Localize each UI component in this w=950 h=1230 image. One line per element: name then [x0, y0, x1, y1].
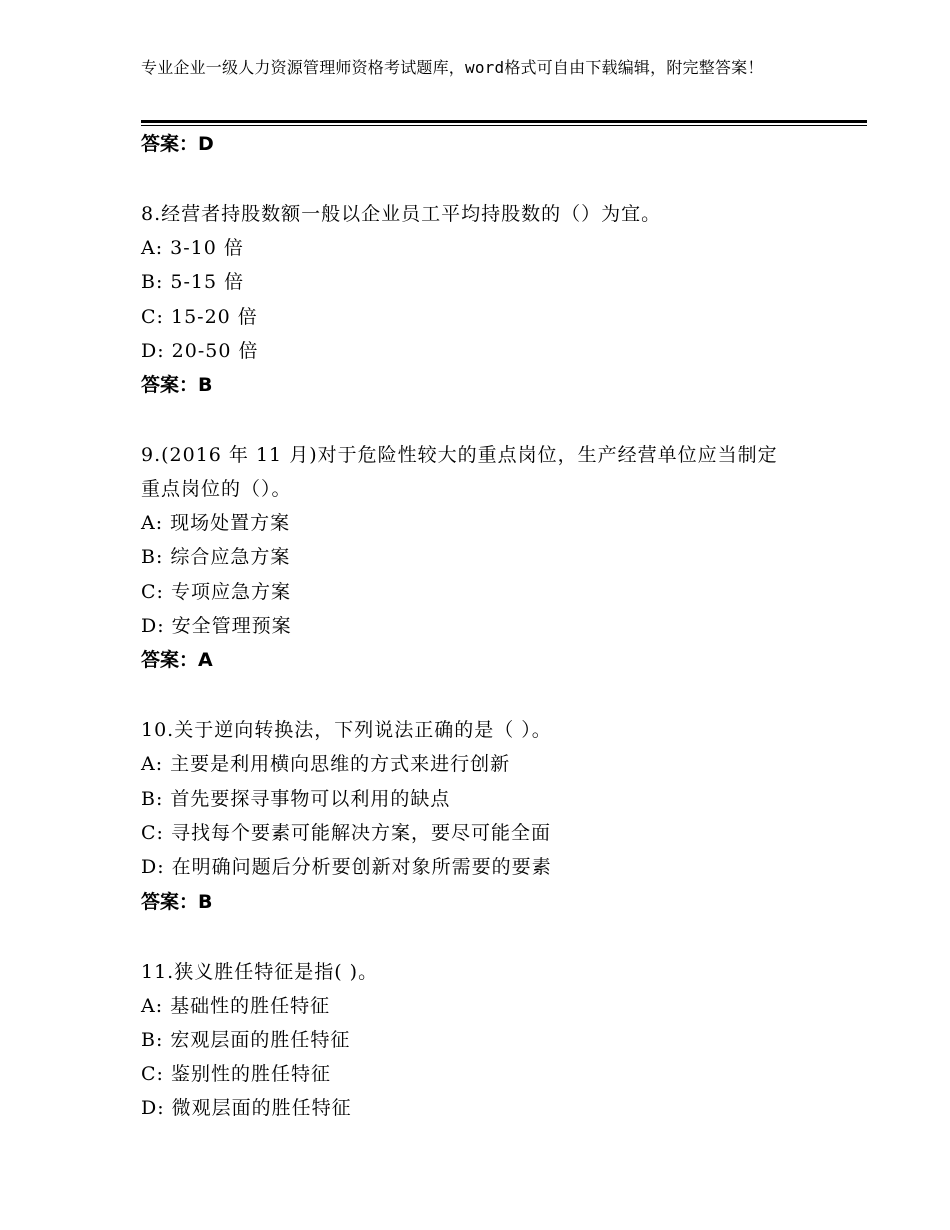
- document-header: 专业企业一级人力资源管理师资格考试题库，word格式可自由下载编辑，附完整答案！: [141, 58, 764, 77]
- question-stem: 11.狭义胜任特征是指( )。: [141, 960, 379, 983]
- option-a: A: 主要是利用横向思维的方式来进行创新: [141, 753, 511, 776]
- question-stem-line-2: 重点岗位的（）。: [141, 478, 292, 501]
- question-11: [141, 955, 841, 1126]
- question-9: [141, 438, 841, 677]
- option-d: D: 微观层面的胜任特征: [141, 1097, 352, 1120]
- option-c: C: 15-20 倍: [141, 305, 258, 328]
- header-rule-thin: [141, 125, 867, 126]
- option-c: C: 专项应急方案: [141, 580, 291, 603]
- option-b: B: 宏观层面的胜任特征: [141, 1028, 351, 1051]
- answer-label: 答案：D: [141, 133, 214, 155]
- question-content: [141, 127, 841, 1126]
- answer-label: 答案：B: [141, 890, 213, 913]
- question-8: [141, 197, 841, 402]
- option-c: C: 寻找每个要素可能解决方案，要尽可能全面: [141, 821, 551, 844]
- option-b: B: 5-15 倍: [141, 271, 245, 294]
- question-stem: 10.关于逆向转换法，下列说法正确的是（ ）。: [141, 719, 552, 742]
- option-a: A: 基础性的胜任特征: [141, 994, 331, 1017]
- option-b: B: 综合应急方案: [141, 546, 291, 569]
- header-rule-thick: [141, 120, 867, 123]
- question-stem: 8.经营者持股数额一般以企业员工平均持股数的（）为宜。: [141, 203, 662, 225]
- option-d: D: 在明确问题后分析要创新对象所需要的要素: [141, 856, 552, 879]
- option-c: C: 鉴别性的胜任特征: [141, 1063, 331, 1086]
- option-d: D: 安全管理预案: [141, 615, 292, 638]
- option-a: A: 现场处置方案: [141, 512, 291, 535]
- answer-label: 答案：B: [141, 374, 213, 397]
- option-d: D: 20-50 倍: [141, 339, 259, 362]
- option-b: B: 首先要探寻事物可以利用的缺点: [141, 787, 451, 810]
- answer-label: 答案：A: [141, 649, 213, 672]
- question-10: [141, 713, 841, 918]
- option-a: A: 3-10 倍: [141, 237, 244, 259]
- question-stem-line-1: 9.(2016 年 11 月)对于危险性较大的重点岗位，生产经营单位应当制定: [141, 444, 778, 467]
